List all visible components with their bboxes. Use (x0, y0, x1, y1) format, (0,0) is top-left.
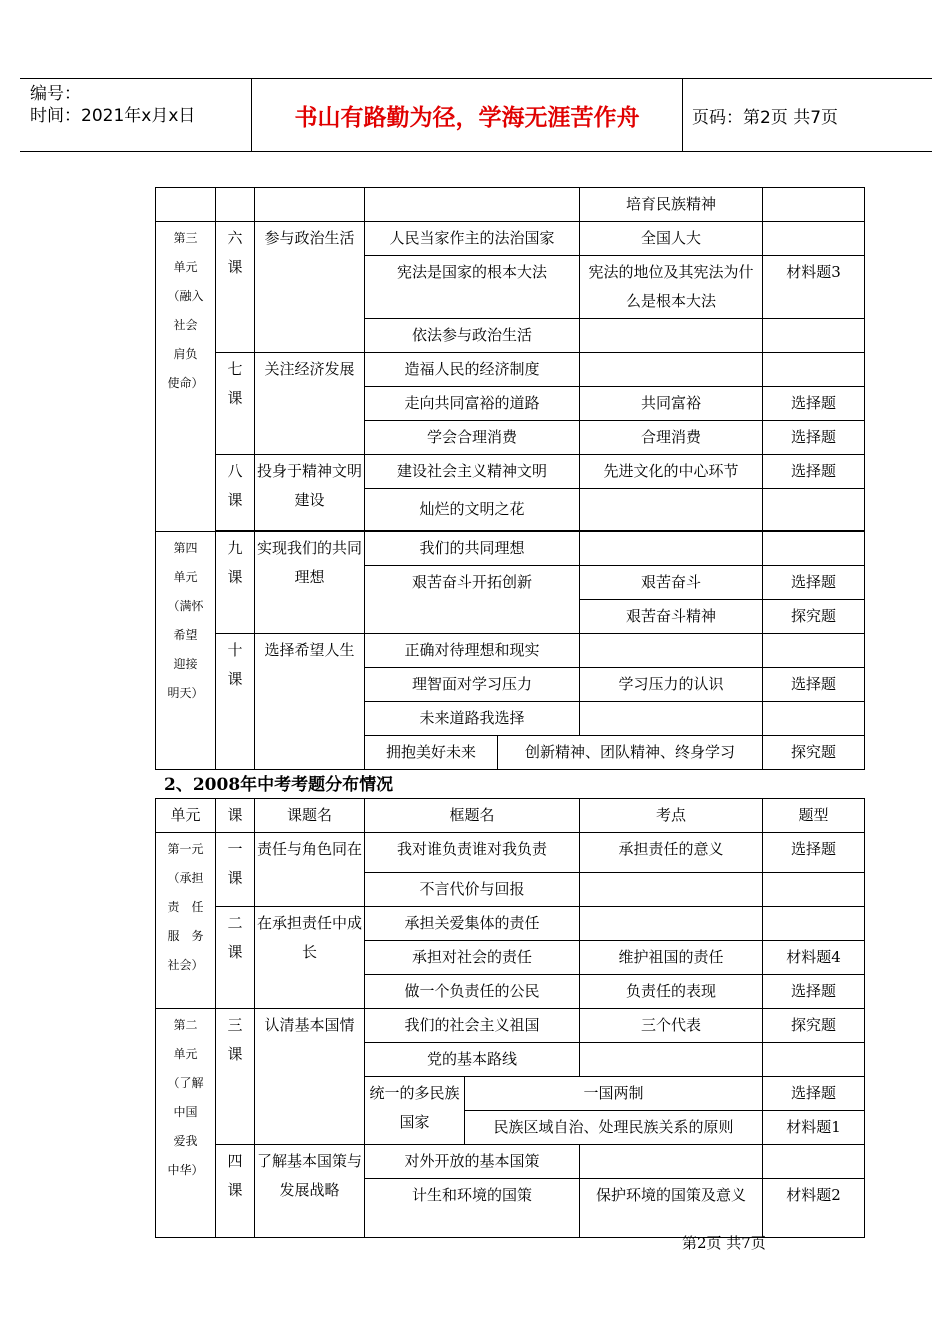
table-row (156, 1145, 865, 1179)
lesson-num: 十课 (216, 634, 255, 770)
cell: 材料题2 (763, 1179, 865, 1238)
cell: 选择题 (763, 668, 865, 702)
cell: 未来道路我选择 (365, 702, 580, 736)
cell: 维护祖国的责任 (580, 941, 763, 975)
header-meta (30, 83, 252, 147)
table-row (156, 907, 865, 941)
cell: 拥抱美好未来 (365, 736, 498, 770)
page-header (20, 78, 932, 152)
cell: 材料题1 (763, 1111, 865, 1145)
cell: 探究题 (763, 736, 865, 770)
time-label: 时间：2021年x月x日 (30, 106, 196, 126)
cell: 理智面对学习压力 (365, 668, 580, 702)
table-row (156, 1009, 865, 1043)
id-label: 编号： (30, 84, 81, 104)
cell: 统一的多民族国家 (365, 1077, 465, 1145)
cell: 我对谁负责谁对我负责 (365, 833, 580, 873)
table-header-row (156, 799, 865, 833)
table-row (156, 455, 865, 489)
cell: 宪法的地位及其宪法为什么是根本大法 (580, 256, 763, 319)
cell: 我们的共同理想 (365, 532, 580, 566)
header-page-info: 页码：第2页 共7页 (692, 107, 839, 128)
cell: 对外开放的基本国策 (365, 1145, 580, 1179)
lesson-num: 三课 (216, 1009, 255, 1145)
cell: 选择题 (763, 975, 865, 1009)
column-header: 考点 (580, 799, 763, 833)
lesson-num: 八课 (216, 455, 255, 531)
cell: 承担责任的意义 (580, 833, 763, 873)
cell: 合理消费 (580, 421, 763, 455)
cell: 选择题 (763, 833, 865, 873)
cell: 保护环境的国策及意义 (580, 1179, 763, 1238)
cell: 依法参与政治生活 (365, 319, 580, 353)
lesson-name: 责任与角色同在 (255, 833, 365, 907)
cell: 造福人民的经济制度 (365, 353, 580, 387)
lesson-num: 六课 (216, 222, 255, 353)
cell: 我们的社会主义祖国 (365, 1009, 580, 1043)
cell: 宪法是国家的根本大法 (365, 256, 580, 319)
cell (763, 222, 865, 256)
column-header: 课 (216, 799, 255, 833)
exam-distribution-table (155, 798, 865, 1238)
cell: 共同富裕 (580, 387, 763, 421)
lesson-name: 认清基本国情 (255, 1009, 365, 1145)
cell: 全国人大 (580, 222, 763, 256)
cell: 培育民族精神 (580, 188, 763, 222)
unit-cell: 第一元 （承担 责 任 服 务 社会） (156, 833, 216, 1009)
cell: 计生和环境的国策 (365, 1179, 580, 1238)
cell: 先进文化的中心环节 (580, 455, 763, 489)
column-header: 框题名 (365, 799, 580, 833)
lesson-name: 在承担责任中成长 (255, 907, 365, 1009)
cell: 做一个负责任的公民 (365, 975, 580, 1009)
cell: 三个代表 (580, 1009, 763, 1043)
cell: 艰苦奋斗精神 (580, 600, 763, 634)
unit-cell: 第二 单元 （了解 中国 爱我 中华） (156, 1009, 216, 1238)
column-header: 课题名 (255, 799, 365, 833)
cell: 灿烂的文明之花 (365, 489, 580, 531)
lesson-name: 关注经济发展 (255, 353, 365, 455)
lesson-num: 二课 (216, 907, 255, 1009)
cell: 选择题 (763, 421, 865, 455)
cell: 学习压力的认识 (580, 668, 763, 702)
table-row (156, 222, 865, 256)
cell: 承担对社会的责任 (365, 941, 580, 975)
cell: 负责任的表现 (580, 975, 763, 1009)
lesson-name: 实现我们的共同理想 (255, 532, 365, 634)
cell: 人民当家作主的法治国家 (365, 222, 580, 256)
cell: 一国两制 (465, 1077, 763, 1111)
section-title: 2、2008年中考考题分布情况 (164, 775, 394, 795)
table-row (156, 634, 865, 668)
lesson-name: 选择希望人生 (255, 634, 365, 770)
lesson-name: 投身于精神文明建设 (255, 455, 365, 531)
cell: 选择题 (763, 566, 865, 600)
table-row (156, 833, 865, 873)
cell: 走向共同富裕的道路 (365, 387, 580, 421)
column-header: 单元 (156, 799, 216, 833)
table-row (156, 188, 865, 222)
header-divider (682, 79, 683, 151)
lesson-num: 一课 (216, 833, 255, 907)
cell: 民族区域自治、处理民族关系的原则 (465, 1111, 763, 1145)
column-header: 题型 (763, 799, 865, 833)
page-footer: 第2页 共7页 (682, 1234, 766, 1252)
cell: 材料题3 (763, 256, 865, 319)
cell: 建设社会主义精神文明 (365, 455, 580, 489)
lesson-num: 七课 (216, 353, 255, 455)
lesson-name: 参与政治生活 (255, 222, 365, 353)
cell: 材料题4 (763, 941, 865, 975)
table-row (156, 353, 865, 387)
unit-cell: 第四 单元 （满怀 希望 迎接 明天） (156, 532, 216, 770)
cell: 探究题 (763, 600, 865, 634)
cell: 选择题 (763, 387, 865, 421)
cell: 正确对待理想和现实 (365, 634, 580, 668)
lesson-num: 四课 (216, 1145, 255, 1238)
header-motto: 书山有路勤为径，学海无涯苦作舟 (294, 104, 640, 131)
cell: 选择题 (763, 455, 865, 489)
cell: 艰苦奋斗开拓创新 (365, 566, 580, 634)
cell: 承担关爱集体的责任 (365, 907, 580, 941)
cell: 选择题 (763, 1077, 865, 1111)
cell: 探究题 (763, 1009, 865, 1043)
cell: 艰苦奋斗 (580, 566, 763, 600)
cell: 学会合理消费 (365, 421, 580, 455)
exam-table-continued (155, 187, 865, 770)
lesson-name: 了解基本国策与发展战略 (255, 1145, 365, 1238)
cell: 创新精神、团队精神、终身学习 (498, 736, 763, 770)
cell: 不言代价与回报 (365, 873, 580, 907)
unit-cell: 第三 单元 （融入 社会 肩负 使命） (156, 222, 216, 532)
cell: 党的基本路线 (365, 1043, 580, 1077)
table-row (156, 532, 865, 566)
lesson-num: 九课 (216, 532, 255, 634)
